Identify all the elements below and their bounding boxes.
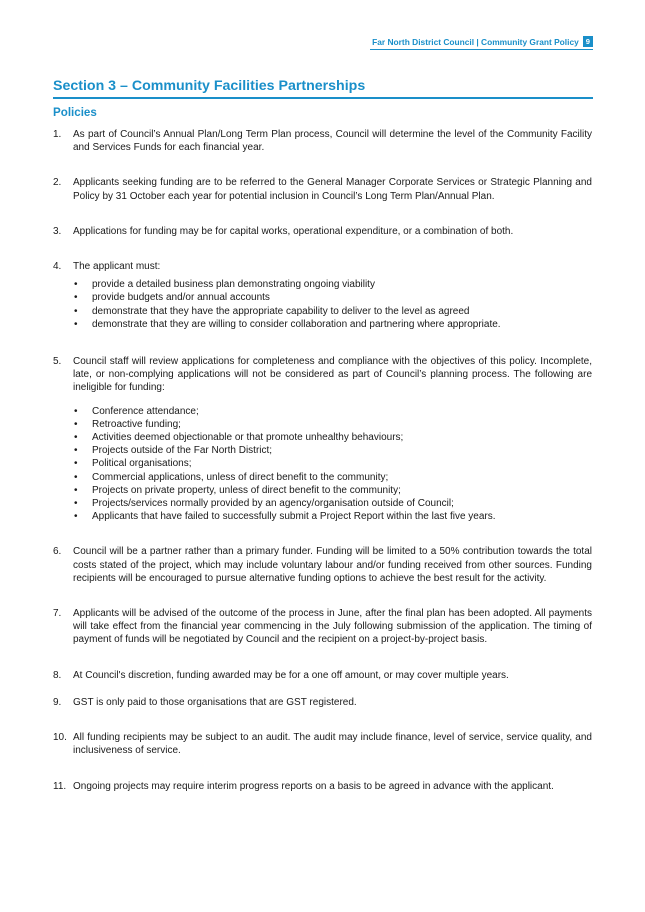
bullet-list [73,278,592,331]
bullet-icon: • [74,305,78,317]
page-number-badge: 9 [583,36,593,47]
policy-item-3 [53,225,592,238]
policy-text: Ongoing projects may require interim progress reports on a basis to be agreed in advance with the applicant. [73,780,554,792]
bullet-icon: • [74,318,78,330]
policies-subheading: Policies [53,106,97,119]
running-header [300,36,593,47]
bullet-item: • Projects/services normally provided by an agency/organisation outside of Council; [74,498,454,510]
bullet-icon: • [74,432,78,444]
bullet-item: • Projects outside of the Far North District; [74,445,273,457]
bullet-icon: • [74,498,78,510]
policy-item-7 [53,607,592,647]
policy-text: As part of Council’s Annual Plan/Long Term Plan process, Council will determine the level of the Community Facility and Services Funds for each financial year. [73,129,592,154]
policy-text: GST is only paid to those organisations that are GST registered. [73,696,357,708]
policy-item-1 [53,128,592,154]
policy-text: Applicants will be advised of the outcome of the process in June, after the final plan has been adopted. All payments will take effect from the financial year commencing in the July following submission of the application. The timing of payment of funds will be negotiated by Council and the recipient on a project-by-project basis. [73,608,592,646]
bullet-item: • provide a detailed business plan demonstrating ongoing viability [74,279,375,291]
bullet-item: • demonstrate that they have the appropriate capability to deliver to the level as agreed [74,305,470,317]
bullet-icon: • [74,471,78,483]
policy-number: 8. [53,669,62,681]
bullet-icon: • [74,458,78,470]
policy-number: 1. [53,129,62,140]
policy-number: 7. [53,608,62,620]
policy-item-6 [53,545,592,585]
bullet-item: • Political organisations; [74,458,192,470]
running-header-title: Far North District Council | Community Grant Policy [372,36,579,47]
policy-item-5 [53,355,592,523]
bullet-item: • Projects on private property, unless of direct benefit to the community; [74,484,401,496]
header-divider [370,49,593,50]
bullet-icon: • [74,511,78,523]
bullet-item: • Activities deemed objectionable or that promote unhealthy behaviours; [74,432,404,444]
policy-item-2 [53,176,592,202]
bullet-list [73,405,592,524]
policy-text: Applicants seeking funding are to be referred to the General Manager Corporate Services or Strategic Planning and Policy by 31 October each year for potential inclusion in Council’s Long Term Plan/Annual Plan. [73,177,592,202]
bullet-item: • Commercial applications, unless of direct benefit to the community; [74,471,389,483]
policy-number: 9. [53,696,62,708]
policy-text: The applicant must: [73,261,161,273]
policy-number: 4. [53,261,62,273]
section-title-underline [53,97,593,99]
policy-number: 2. [53,177,62,189]
bullet-item: • provide budgets and/or annual accounts [74,292,270,304]
policy-number: 3. [53,225,62,237]
policy-text: Council will be a partner rather than a primary funder. Funding will be limited to a 50% contribution towards the total costs stated of the project, which may include voluntary labour and/or funding received from other sources. Funding recipients will be encouraged to pursue alternative funding options to achieve the best result for the activity. [73,546,592,584]
policy-number: 10. [53,732,67,744]
bullet-item: • demonstrate that they are willing to consider collaboration and partnering where appropriate. [74,318,501,330]
bullet-icon: • [74,405,78,417]
policy-number: 5. [53,356,62,368]
bullet-item: • Conference attendance; [74,405,199,417]
policy-text: Council staff will review applications for completeness and compliance with the objectives of this policy. Incomplete, late, or non-complying applications will not be considered as part of Council’s planning process. The following are ineligible for funding: [73,356,592,394]
bullet-icon: • [74,484,78,496]
policy-item-4 [53,260,592,331]
policy-item-8 [53,669,592,682]
policy-text: At Council's discretion, funding awarded may be for a one off amount, or may cover multiple years. [73,669,509,681]
bullet-icon: • [74,279,78,291]
policy-number: 6. [53,546,62,558]
bullet-icon: • [74,418,78,430]
bullet-icon: • [74,292,78,304]
policy-item-11 [53,780,592,793]
policy-list [53,128,592,793]
policy-text: Applications for funding may be for capital works, operational expenditure, or a combination of both. [73,225,514,237]
bullet-item: • Applicants that have failed to successfully submit a Project Report within the last five years. [74,511,496,523]
policy-item-9 [53,696,592,709]
policy-number: 11. [53,780,67,792]
policy-item-10 [53,731,592,757]
bullet-item: • Retroactive funding; [74,418,181,430]
bullet-icon: • [74,445,78,457]
section-title: Section 3 – Community Facilities Partnerships [53,78,366,94]
policy-text: All funding recipients may be subject to an audit. The audit may include finance, level of service, service quality, and inclusiveness of service. [73,732,592,757]
